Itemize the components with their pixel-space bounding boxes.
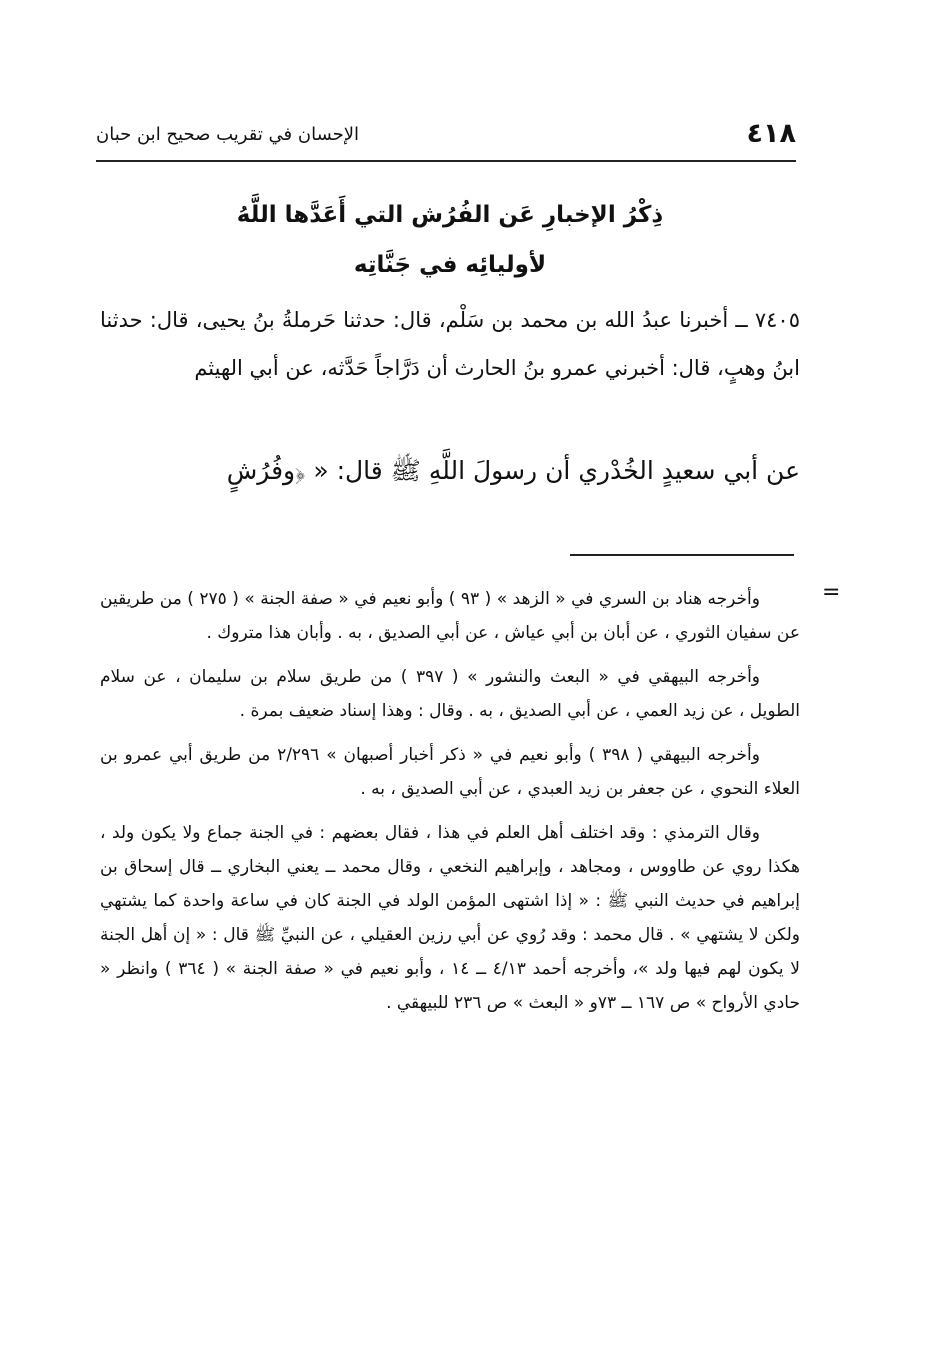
book-title: الإحسان في تقريب صحيح ابن حبان bbox=[96, 124, 360, 145]
page-number: ٤١٨ bbox=[746, 118, 796, 149]
hadith-isnad: ٧٤٠٥ ــ أخبرنا عبدُ الله بن محمد بن سَلْم، قال: حدثنا حَرملةُ بنُ يحيى، قال: حدثنا ابنُ وهبٍ، قال: أخبرني عمرو بنُ الحارث أن دَرَّاجاً حَدَّثه، عن أبي الهيثم bbox=[100, 308, 800, 380]
header-divider bbox=[96, 160, 796, 162]
footnote-paragraph: وأخرجه البيهقي ( ٣٩٨ ) وأبو نعيم في « ذكر أخبار أصبهان » ٢/٢٩٦ من طريق أبي عمرو بن العلاء النحوي ، عن جعفر بن زيد العبدي ، عن أبي الصديق ، به . bbox=[100, 745, 800, 799]
footnote-paragraph: وأخرجه هناد بن السري في « الزهد » ( ٩٣ ) وأبو نعيم في « صفة الجنة » ( ٢٧٥ ) من طريقين عن سفيان الثوري ، عن أبان بن أبي عياش ، عن أبي الصديق ، به . وأبان هذا متروك . bbox=[100, 589, 800, 643]
hadith-matn: عن أبي سعيدٍ الخُدْري أن رسولَ اللَّهِ ﷺ قال: « ﴿وفُرُشٍ bbox=[226, 456, 800, 485]
footnote-paragraph: وقال الترمذي : وقد اختلف أهل العلم في هذا ، فقال بعضهم : في الجنة جماع ولا يكون ولد ، هكذا روي عن طاووس ، ومجاهد ، وإبراهيم النخعي ، وقال محمد ــ يعني البخاري ــ قال إسحاق بن إبراهيم في حديث النبي ﷺ : « إذا اشتهى المؤمن الولد في الجنة كان في ساعة واحدة كما يشتهي ولكن لا يشتهي » . قال محمد : وقد رُوي عن أبي رزين العقيلي ، عن النبيِّ ﷺ قال : « إن أهل الجنة لا يكون لهم فيها ولد »، وأخرجه أحمد ٤/١٣ ــ ١٤ ، وأبو نعيم في « صفة الجنة » ( ٣٦٤ ) وانظر « حادي الأرواح » ص ١٦٧ ــ ٧٣و « البعث » ص ٢٣٦ للبيهقي . bbox=[100, 823, 800, 1013]
footnotes bbox=[100, 582, 800, 1030]
footnote-continuation-mark: = bbox=[822, 580, 841, 605]
section-heading-line-2: لأوليائِه في جَنَّاتِه bbox=[353, 252, 547, 278]
footnote-paragraph: وأخرجه البيهقي في « البعث والنشور » ( ٣٩٧ ) من طريق سلام بن سليمان ، عن سلام الطويل ، عن زيد العمي ، عن أبي الصديق ، به . وقال : وهذا إسناد ضعيف بمرة . bbox=[100, 667, 800, 721]
section-heading bbox=[150, 190, 750, 290]
section-heading-line-1: ذِكْرُ الإخبارِ عَن الفُرُش التي أَعَدَّها اللَّهُ bbox=[236, 202, 664, 228]
footnote-divider bbox=[570, 554, 794, 556]
running-head bbox=[96, 118, 796, 158]
